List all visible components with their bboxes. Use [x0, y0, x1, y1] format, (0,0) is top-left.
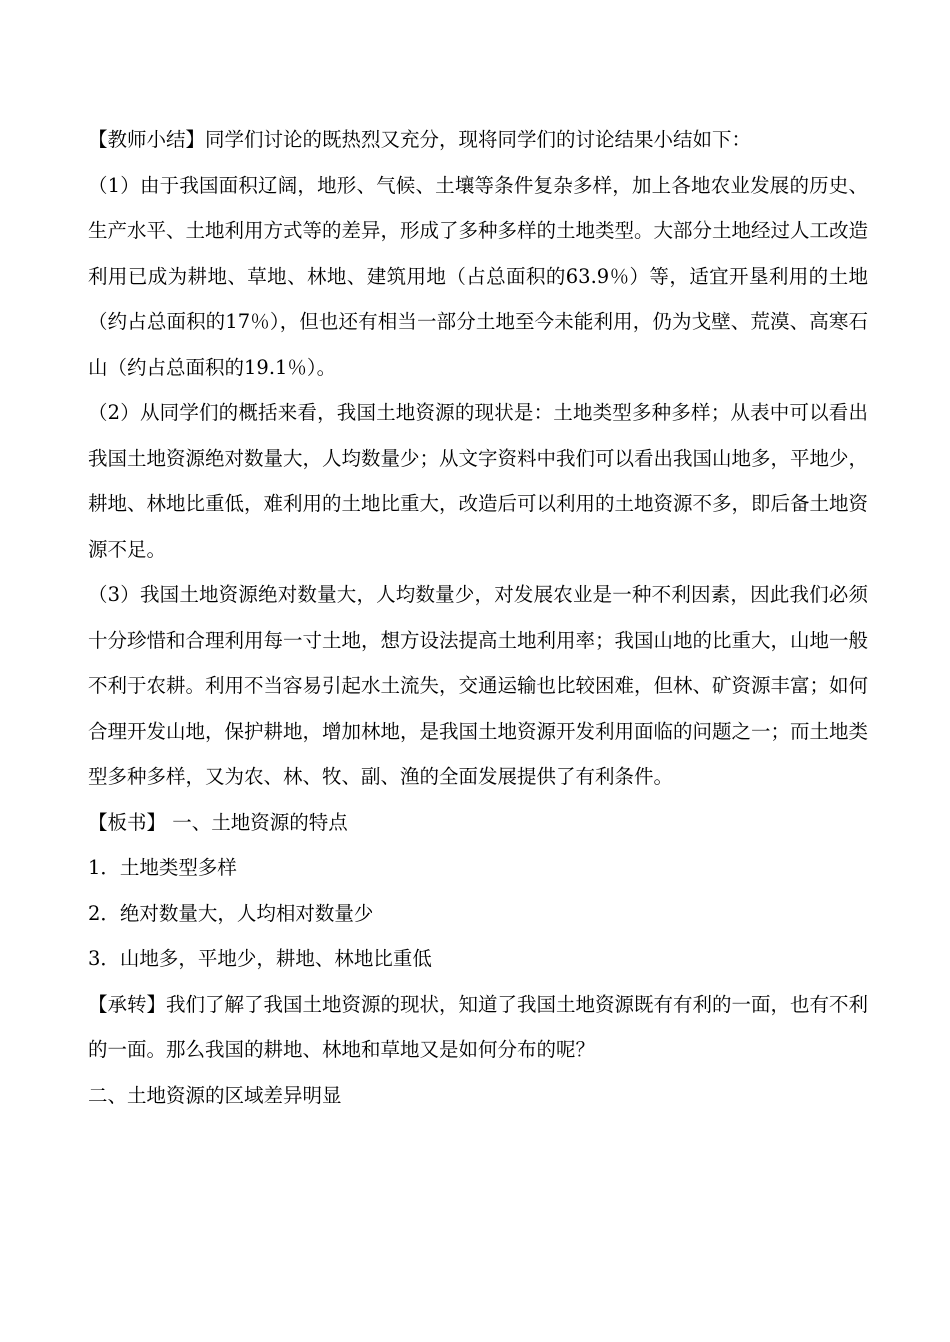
blackboard-item-1: 1．土地类型多样 — [88, 856, 237, 879]
summary-point-1: （1）由于我国面积辽阔，地形、气候、土壤等条件复杂多样，加上各地农业发展的历史、生产水平、土地利用方式等的差异，形成了多种多样的土地类型。大部分土地经过人工改造利用已成为耕地、草地、林地、建筑用地（占总面积的63.9％）等，适宜开垦利用的土地（约占总面积的17％），但也还有相当一部分土地至今未能利用，仍为戈壁、荒漠、高寒石山（约占总面积的19.1％）。 — [88, 173, 869, 379]
blackboard-item-3: 3．山地多，平地少，耕地、林地比重低 — [88, 947, 432, 970]
summary-point-3: （3）我国土地资源绝对数量大，人均数量少，对发展农业是一种不利因素，因此我们必须十分珍惜和合理利用每一寸土地，想方设法提高土地利用率；我国山地的比重大，山地一般不利于农耕。利用不当容易引起水土流失，交通运输也比较困难，但林、矿资源丰富；如何合理开发山地，保护耕地，增加林地，是我国土地资源开发利用面临的问题之一；而土地类型多种多样，又为农、林、牧、副、渔的全面发展提供了有利条件。 — [88, 583, 869, 788]
summary-point-2: （2）从同学们的概括来看，我国土地资源的现状是：土地类型多种多样；从表中可以看出我国土地资源绝对数量大，人均数量少；从文字资料中我们可以看出我国山地多，平地少，耕地、林地比重低，难利用的土地比重大，改造后可以利用的土地资源不多，即后备土地资源不足。 — [88, 401, 869, 561]
transition-paragraph: 【承转】我们了解了我国土地资源的现状，知道了我国土地资源既有有利的一面，也有不利的一面。那么我国的耕地、林地和草地又是如何分布的呢？ — [88, 992, 869, 1061]
blackboard-heading: 【板书】 一、土地资源的特点 — [88, 810, 348, 834]
document-page — [88, 117, 868, 1118]
blackboard-item-2: 2．绝对数量大，人均相对数量少 — [88, 901, 374, 925]
section-heading-2: 二、土地资源的区域差异明显 — [88, 1083, 342, 1107]
teacher-summary-heading: 【教师小结】同学们讨论的既热烈又充分，现将同学们的讨论结果小结如下： — [88, 128, 752, 151]
